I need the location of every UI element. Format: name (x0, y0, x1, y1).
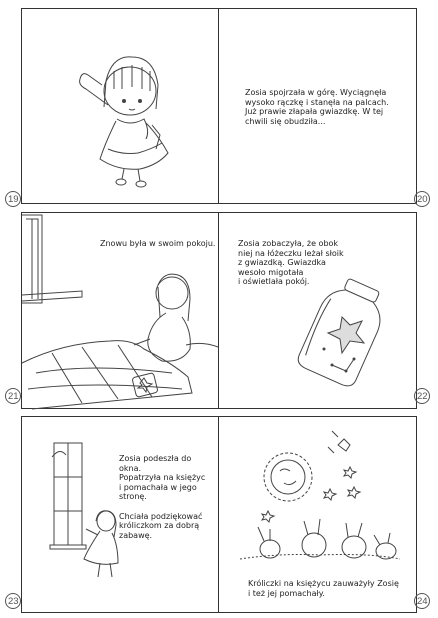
page-divider (218, 9, 219, 203)
spread-19-20 (21, 8, 417, 204)
page-number-22: 22 (417, 391, 428, 402)
page-23-text: Zosia podeszła do okna. Popatrzyła na księżyc i pomachała w jego stronę. Chciała podziękować króliczkom za dobrą zabawę. (119, 454, 206, 540)
page-21-text: Znowu była w swoim pokoju. (100, 239, 216, 248)
page-number-20: 20 (417, 194, 428, 205)
spread-23-24 (21, 416, 417, 613)
page-number-24: 24 (417, 596, 428, 607)
girl-reaching-illustration (22, 9, 218, 205)
page-number-23: 23 (8, 596, 19, 607)
page-divider (218, 213, 219, 408)
page-20-text: Zosia spojrzała w górę. Wyciągnęła wysoko rączkę i stanęła na palcach. Już prawie złapała gwiazdkę. W tej chwili się obudziła... (245, 88, 389, 126)
girl-in-bed-illustration (22, 213, 218, 410)
moon-bunnies-illustration (220, 425, 416, 575)
page-divider (218, 417, 219, 612)
page-number-21: 21 (8, 391, 19, 402)
page-number-19: 19 (8, 194, 19, 205)
spread-21-22 (21, 212, 417, 409)
page-22-text: Zosia zobaczyła, że obok niej na łóżeczku leżał słoik z gwiazdką. Gwiazdka wesoło migotała i oświetlała pokój. (238, 239, 344, 287)
page-24-text: Króliczki na księżycu zauważyły Zosię i też jej pomachały. (248, 579, 399, 598)
star-jar-illustration (294, 273, 394, 393)
